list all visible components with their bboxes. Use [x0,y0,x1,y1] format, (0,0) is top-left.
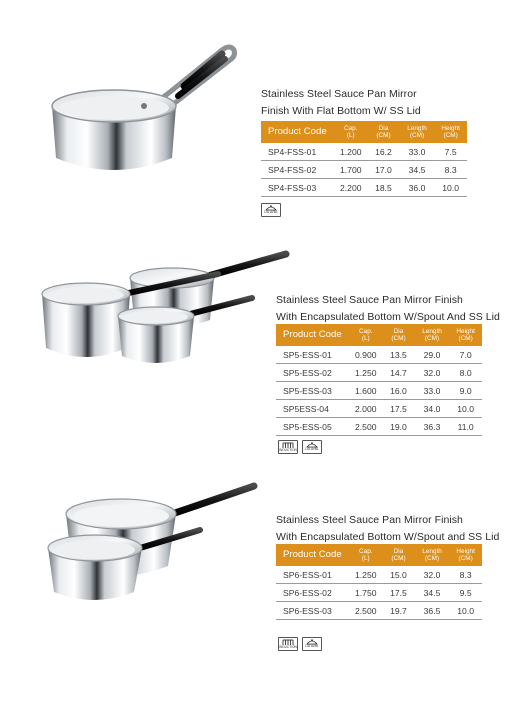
header-height: Height (CM) [449,544,482,566]
header-diameter: Dia (CM) [367,121,400,143]
table-row: SP5-ESS-05 2.500 19.0 36.3 11.0 [276,418,482,436]
product-title [276,512,499,546]
header-length: Length (CM) [415,324,450,346]
feature-badges [261,203,281,217]
title-line-2: Finish With Flat Bottom W/ SS Lid [261,105,421,117]
table-row: SP5-ESS-03 1.600 16.0 33.0 9.0 [276,382,482,400]
sauce-pan-set-spout-image [38,248,292,374]
header-length: Length (CM) [400,121,435,143]
induction-badge: INDUCTION [278,637,298,651]
spec-table [261,121,467,197]
title-line-1: Stainless Steel Sauce Pan Mirror Finish [276,514,463,526]
table-row: SP4-FSS-02 1.700 17.0 34.5 8.3 [261,161,467,179]
spec-table [276,544,482,620]
spec-table [276,324,482,436]
table-row: SP4-FSS-03 2.200 18.5 36.0 10.0 [261,179,467,197]
induction-badge: INDUCTION [278,440,298,454]
feature-badges [278,440,322,454]
table-row: SP6-ESS-02 1.750 17.5 34.5 9.5 [276,584,482,602]
sauce-pan-pair-spout-image [44,478,264,610]
header-capacity: Cap. (L) [349,544,382,566]
feature-badges [278,637,322,651]
title-line-2: With Encapsulated Bottom W/Spout and SS Lid [276,531,500,543]
table-row: SP6-ESS-01 1.250 15.0 32.0 8.3 [276,566,482,584]
header-product-code: Product Code [276,544,349,566]
title-line-1: Stainless Steel Sauce Pan Mirror [261,88,417,100]
header-diameter: Dia (CM) [382,544,415,566]
table-row: SP6-ESS-03 2.500 19.7 36.5 10.0 [276,602,482,620]
header-product-code: Product Code [261,121,334,143]
table-row: SP5-ESS-01 0.900 13.5 29.0 7.0 [276,346,482,364]
lid-available-badge: LID AVBL [302,440,322,454]
title-line-2: With Encapsulated Bottom W/Spout And SS Lid [276,311,500,323]
header-capacity: Cap. (L) [349,324,382,346]
lid-available-badge: LID AVBL [302,637,322,651]
header-length: Length (CM) [415,544,450,566]
product-title [261,86,421,120]
sauce-pan-flat-bottom-image [44,40,244,180]
table-row: SP5ESS-04 2.000 17.5 34.0 10.0 [276,400,482,418]
header-height: Height (CM) [434,121,467,143]
table-row: SP4-FSS-01 1.200 16.2 33.0 7.5 [261,143,467,161]
header-product-code: Product Code [276,324,349,346]
table-row: SP5-ESS-02 1.250 14.7 32.0 8.0 [276,364,482,382]
product-title [276,292,500,326]
header-capacity: Cap. (L) [334,121,367,143]
header-height: Height (CM) [449,324,482,346]
header-diameter: Dia (CM) [382,324,415,346]
title-line-1: Stainless Steel Sauce Pan Mirror Finish [276,294,463,306]
lid-available-badge: LID AVBL [261,203,281,217]
